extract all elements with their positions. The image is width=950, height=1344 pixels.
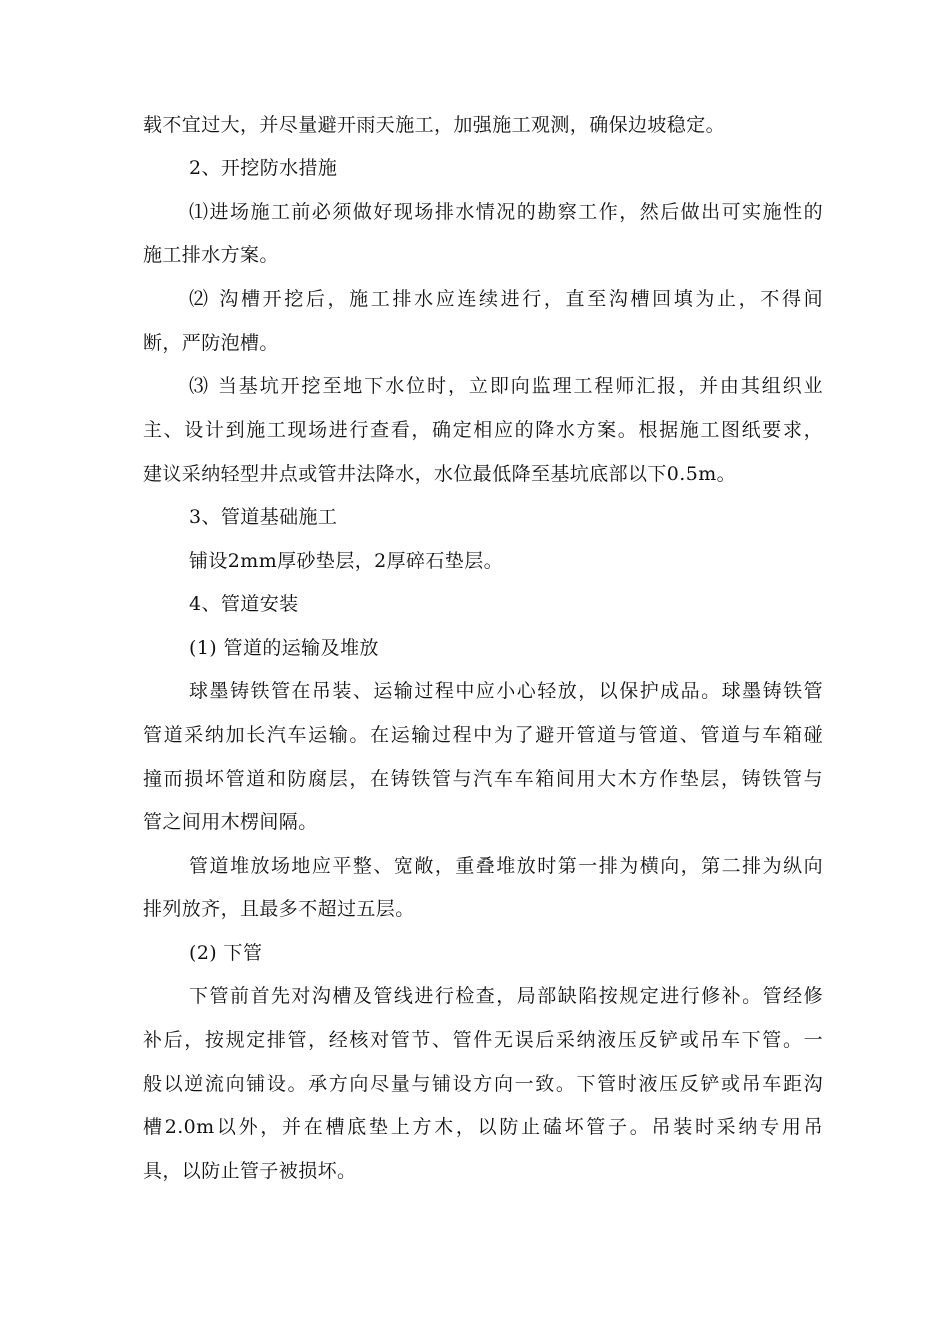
section-heading: 2、开挖防水措施 bbox=[189, 157, 338, 179]
paragraph-line: 具，以防止管子被损坏。 bbox=[143, 1160, 357, 1182]
paragraph-line: 管道堆放场地应平整、宽敞，重叠堆放时第一排为横向，第二排为纵向 bbox=[189, 855, 823, 877]
paragraph-line: 断，严防泡槽。 bbox=[143, 332, 279, 354]
paragraph-line: 主、设计到施工现场进行查看，确定相应的降水方案。根据施工图纸要求， bbox=[143, 419, 823, 441]
paragraph-line: 载不宜过大，并尽量避开雨天施工，加强施工观测，确保边坡稳定。 bbox=[143, 114, 726, 136]
paragraph-line: 管之间用木楞间隔。 bbox=[143, 811, 318, 833]
paragraph-line: 下管前首先对沟槽及管线进行检查，局部缺陷按规定进行修补。管经修 bbox=[189, 985, 823, 1007]
paragraph-line: 槽2.0m以外，并在槽底垫上方木，以防止磕坏管子。吊装时采纳专用吊 bbox=[143, 1116, 823, 1138]
paragraph-line: ⑶ 当基坑开挖至地下水位时，立即向监理工程师汇报，并由其组织业 bbox=[189, 375, 823, 397]
paragraph-line: 撞而损坏管道和防腐层，在铸铁管与汽车车箱间用大木方作垫层，铸铁管与 bbox=[143, 768, 823, 790]
paragraph-line: 补后，按规定排管，经核对管节、管件无误后采纳液压反铲或吊车下管。一 bbox=[143, 1029, 823, 1051]
paragraph-line: 般以逆流向铺设。承方向尽量与铺设方向一致。下管时液压反铲或吊车距沟 bbox=[143, 1073, 823, 1095]
paragraph-line: 管道采纳加长汽车运输。在运输过程中为了避开管道与管道、管道与车箱碰 bbox=[143, 724, 823, 746]
subsection-heading: (1) 管道的运输及堆放 bbox=[189, 637, 379, 659]
section-heading: 4、管道安装 bbox=[189, 593, 299, 615]
paragraph-line: 排列放齐，且最多不超过五层。 bbox=[143, 898, 415, 920]
paragraph-line: 建议采纳轻型井点或管井法降水，水位最低降至基坑底部以下0.5m。 bbox=[143, 463, 737, 485]
section-heading: 3、管道基础施工 bbox=[189, 506, 338, 528]
subsection-heading: (2) 下管 bbox=[189, 942, 263, 964]
paragraph-line: ⑵ 沟槽开挖后，施工排水应连续进行，直至沟槽回填为止，不得间 bbox=[189, 288, 823, 310]
paragraph-line: 施工排水方案。 bbox=[143, 244, 279, 266]
paragraph-line: 球墨铸铁管在吊装、运输过程中应小心轻放，以保护成品。球墨铸铁管 bbox=[189, 680, 823, 702]
paragraph-line: 铺设2mm厚砂垫层，2厚碎石垫层。 bbox=[189, 550, 504, 572]
paragraph-line: ⑴进场施工前必须做好现场排水情况的勘察工作，然后做出可实施性的 bbox=[189, 201, 823, 223]
